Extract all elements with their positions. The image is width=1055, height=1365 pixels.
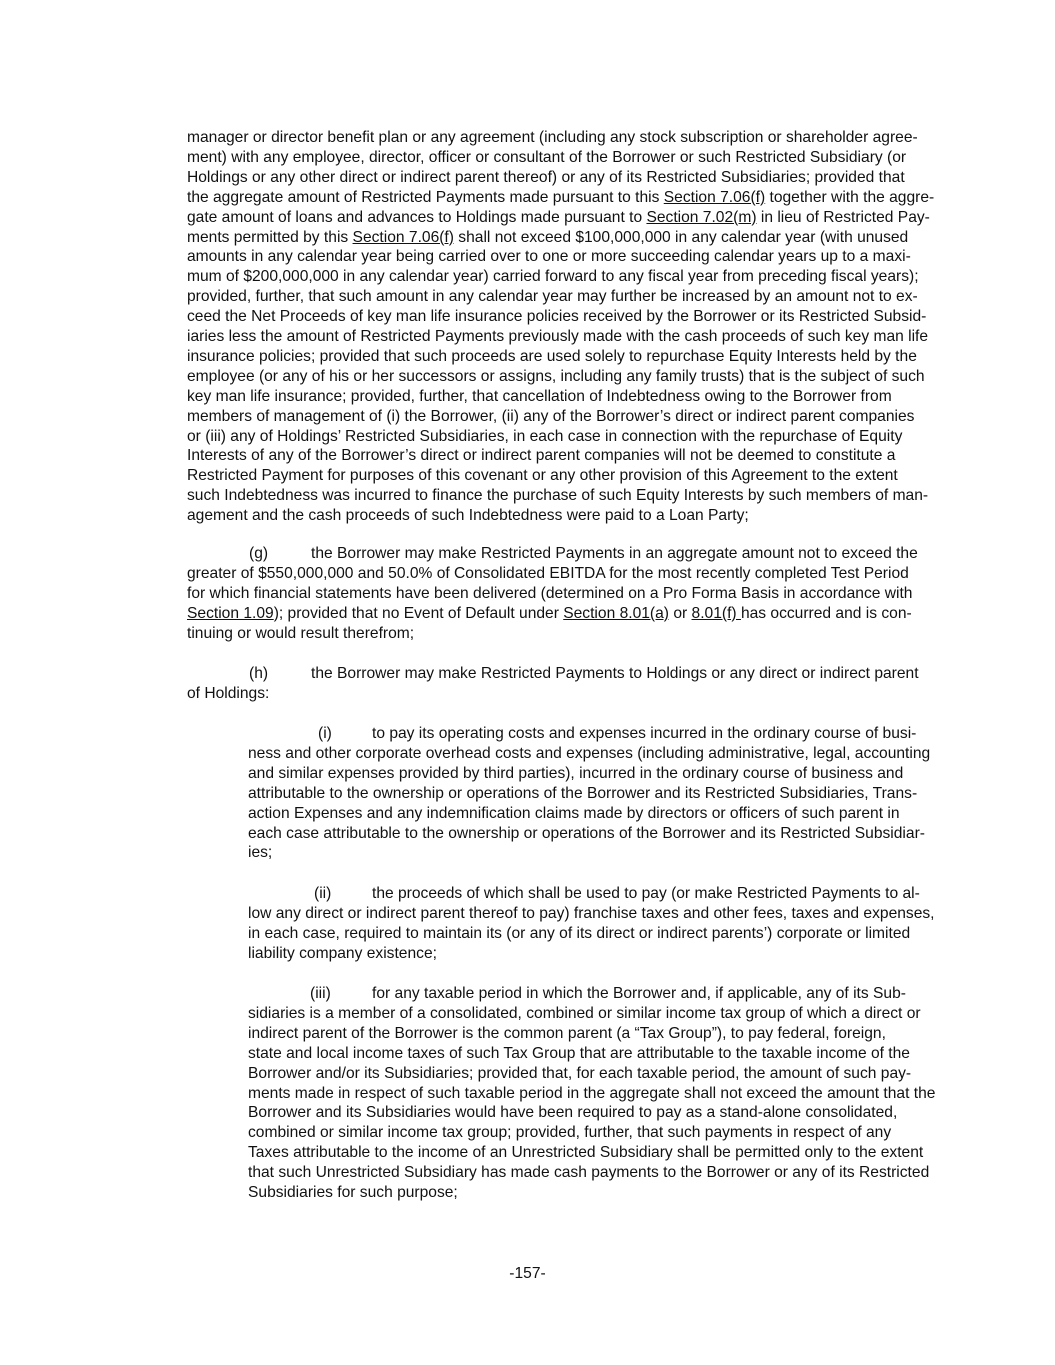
text-run: that such Unrestricted Subsidiary has made cash payments to the Borrower or any of its Restricted [248, 1164, 930, 1182]
text-line [187, 208, 930, 228]
text-line [248, 1004, 921, 1024]
text-line [248, 1064, 911, 1084]
text-line [248, 764, 903, 784]
text-run: attributable to the ownership or operations of the Borrower and its Restricted Subsidiaries, Trans- [248, 784, 918, 802]
text-run: greater of $550,000,000 and 50.0% of Consolidated EBITDA for the most recently completed Test Period [187, 564, 909, 582]
cross-reference-section-7-02-m: Section 7.02(m) [646, 208, 757, 226]
text-run: low any direct or indirect parent thereof to pay) franchise taxes and other fees, taxes and expenses, [248, 904, 935, 922]
text-line [187, 228, 908, 248]
text-line [187, 407, 914, 427]
text-line [187, 486, 928, 506]
text-line [372, 724, 916, 744]
text-line [187, 684, 269, 704]
text-line [248, 904, 935, 924]
text-run: provided, further, that such amount in any calendar year may further be increased by an amount not to ex- [187, 288, 918, 306]
text-run: Borrower and/or its Subsidiaries; provided that, for each taxable period, the amount of such pay- [248, 1064, 912, 1082]
text-line [187, 267, 919, 287]
text-line [248, 1084, 935, 1104]
text-line [187, 624, 414, 644]
text-run: Borrower and its Subsidiaries would have been required to pay as a stand-alone consolidated, [248, 1104, 898, 1122]
text-line [372, 984, 906, 1004]
subparagraph-i-label: (i) [318, 725, 332, 742]
text-run: in each case, required to maintain its (or any of its direct or indirect parents’) corporate or limited [248, 924, 911, 942]
text-line [372, 884, 920, 904]
text-line [311, 544, 918, 564]
text-run: or (iii) any of Holdings’ Restricted Subsidiaries, in each case in connection with the repurchase of Equity [187, 427, 903, 445]
text-run: key man life insurance; provided, further, that cancellation of Indebtedness owing to the Borrower from [187, 387, 892, 405]
text-run: shall not exceed $100,000,000 in any calendar year (with unused [453, 228, 909, 246]
text-line [187, 564, 909, 584]
text-line [187, 584, 912, 604]
cross-reference-section-7-06-f: Section 7.06(f) [352, 228, 454, 246]
text-run: or [669, 604, 692, 622]
text-run: ness and other corporate overhead costs and expenses (including administrative, legal, accounting [248, 744, 931, 762]
text-run: for which financial statements have been delivered (determined on a Pro Forma Basis in accordance with [187, 584, 913, 602]
text-line [248, 944, 437, 964]
text-run: sidiaries is a member of a consolidated, combined or similar income tax group of which a direct or [248, 1004, 921, 1022]
text-run: insurance policies; provided that such proceeds are used solely to repurchase Equity Interests held by the [187, 347, 917, 365]
text-run: the proceeds of which shall be used to pay (or make Restricted Payments to al- [372, 885, 920, 902]
text-line [248, 843, 272, 863]
text-run: agement and the cash proceeds of such Indebtedness were paid to a Loan Party; [187, 507, 749, 525]
text-run: the Borrower may make Restricted Payments to Holdings or any direct or indirect parent [311, 665, 919, 682]
page-number: -157- [509, 1265, 546, 1282]
text-line [187, 188, 934, 208]
text-line [187, 247, 911, 267]
text-run: action Expenses and any indemnification claims made by directors or officers of such parent in [248, 804, 900, 822]
text-run: Holdings or any other direct or indirect parent thereof) or any of its Restricted Subsidiaries; provided that [187, 168, 905, 186]
text-run: of Holdings: [187, 684, 270, 702]
text-line [248, 1163, 929, 1183]
text-line [187, 168, 905, 188]
text-line [187, 128, 918, 148]
paragraph-g-label: (g) [249, 545, 269, 562]
text-line [248, 784, 917, 804]
text-run: manager or director benefit plan or any agreement (including any stock subscription or shareholder agree- [187, 129, 918, 146]
text-run: gate amount of loans and advances to Holdings made pursuant to [187, 208, 647, 226]
text-line [248, 1123, 891, 1143]
text-run: to pay its operating costs and expenses incurred in the ordinary course of busi- [372, 725, 917, 742]
subparagraph-ii-label: (ii) [314, 885, 332, 902]
text-run: the Borrower may make Restricted Payments in an aggregate amount not to exceed the [311, 545, 918, 562]
text-run: Interests of any of the Borrower’s direct or indirect parent companies will not be deemed to constitute a [187, 447, 896, 465]
cross-reference-8-01-f: 8.01(f) [691, 604, 741, 622]
text-line [187, 506, 749, 526]
cross-reference-section-1-09: Section 1.09 [187, 604, 274, 622]
text-line [187, 604, 912, 624]
text-line [187, 287, 918, 307]
text-line [187, 466, 898, 486]
text-line [187, 427, 902, 447]
text-line [187, 347, 917, 367]
subparagraph-iii-label: (iii) [310, 985, 331, 1002]
text-line [187, 367, 925, 387]
text-line [311, 664, 919, 684]
text-line [248, 824, 925, 844]
text-run: together with the aggre- [765, 188, 935, 206]
text-line [248, 1183, 458, 1203]
text-run: Restricted Payment for purposes of this covenant or any other provision of this Agreement to the extent [187, 467, 898, 485]
cross-reference-section-7-06-f: Section 7.06(f) [663, 188, 766, 206]
text-run: the aggregate amount of Restricted Payments made pursuant to this [187, 188, 664, 206]
text-line [187, 327, 928, 347]
text-line [248, 804, 900, 824]
text-run: has occurred and is con- [740, 604, 912, 622]
text-run: Subsidiaries for such purpose; [248, 1184, 458, 1201]
text-run: ments made in respect of such taxable period in the aggregate shall not exceed the amount that the [248, 1084, 936, 1102]
text-run: such Indebtedness was incurred to finance the purchase of such Equity Interests by such members of man- [187, 487, 929, 505]
text-run: ); provided that no Event of Default under [273, 604, 564, 622]
text-run: iaries less the amount of Restricted Payments previously made with the cash proceeds of such key man life [187, 328, 929, 345]
text-run: ies; [248, 844, 273, 862]
text-run: ment) with any employee, director, officer or consultant of the Borrower or such Restricted Subsidiary (or [187, 148, 907, 166]
text-run: amounts in any calendar year being carried over to one or more succeeding calendar years up to a maxi- [187, 248, 911, 266]
text-run: combined or similar income tax group; provided, further, that such payments in respect of any [248, 1124, 892, 1142]
text-run: each case attributable to the ownership or operations of the Borrower and its Restricted Subsidiar- [248, 824, 925, 842]
text-line [187, 387, 892, 407]
text-run: tinuing or would result therefrom; [187, 624, 415, 642]
text-run: mum of $200,000,000 in any calendar year) carried forward to any fiscal year from preceding fiscal years); [187, 268, 919, 286]
text-line [187, 307, 926, 327]
text-line [248, 1044, 910, 1064]
text-run: Taxes attributable to the income of an Unrestricted Subsidiary shall be permitted only to the extent [248, 1144, 924, 1162]
text-line [248, 924, 910, 944]
text-run: ceed the Net Proceeds of key man life insurance policies received by the Borrower or its Restricted Subsid- [187, 308, 927, 326]
text-run: in lieu of Restricted Pay- [756, 208, 930, 226]
cross-reference-section-8-01-a: Section 8.01(a) [563, 604, 669, 622]
text-line [248, 1103, 897, 1123]
paragraph-h-label: (h) [249, 665, 269, 682]
text-run: and similar expenses provided by third parties), incurred in the ordinary course of business and [248, 764, 904, 782]
text-run: employee (or any of his or her successors or assigns, including any family trusts) that is the subject of such [187, 367, 925, 385]
text-run: liability company existence; [248, 944, 437, 962]
text-line [187, 446, 895, 466]
text-line [248, 1143, 923, 1163]
text-run: members of management of (i) the Borrower, (ii) any of the Borrower’s direct or indirect parent companies [187, 407, 915, 425]
text-run: indirect parent of the Borrower is the common parent (a “Tax Group”), to pay federal, foreign, [248, 1024, 886, 1042]
text-run: state and local income taxes of such Tax Group that are attributable to the taxable income of the [248, 1044, 910, 1062]
text-line [248, 744, 930, 764]
text-line [248, 1024, 886, 1044]
text-line [187, 148, 906, 168]
text-run: for any taxable period in which the Borrower and, if applicable, any of its Sub- [372, 985, 906, 1002]
text-run: ments permitted by this [187, 228, 353, 246]
